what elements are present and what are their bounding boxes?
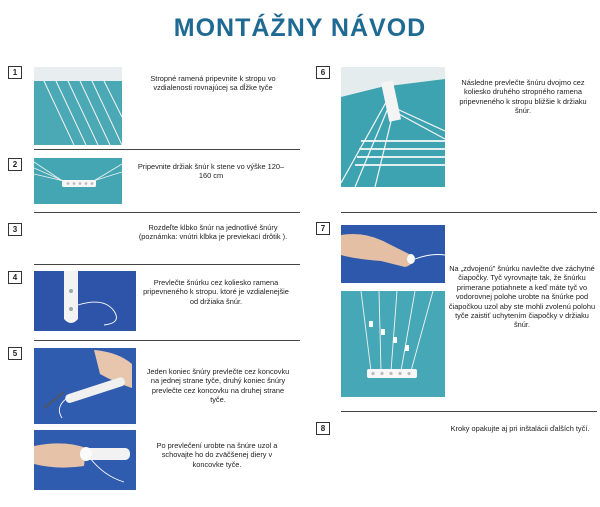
step-8-text: Kroky opakujte aj pri inštalácii ďalších tyčí. bbox=[450, 424, 590, 433]
step-2-photo bbox=[34, 158, 122, 204]
divider bbox=[34, 340, 300, 341]
step-2-text: Pripevnite držiak šnúr k stene vo výške 120–160 cm bbox=[137, 162, 285, 181]
step-1-photo bbox=[34, 67, 122, 145]
step-7-photo-b bbox=[341, 291, 445, 397]
divider bbox=[341, 411, 597, 412]
step-2-number: 2 bbox=[8, 158, 22, 171]
step-4-number: 4 bbox=[8, 271, 22, 284]
divider bbox=[341, 212, 597, 213]
step-5-text: Jeden koniec šnúry prevlečte cez koncovku na jednej strane tyče, druhý koniec šnúry prevlečte cez koncovku na druhej strane tyče. bbox=[146, 367, 290, 405]
divider bbox=[34, 212, 300, 213]
step-1-number: 1 bbox=[8, 66, 22, 79]
step-6-photo bbox=[341, 67, 445, 187]
divider bbox=[34, 149, 300, 150]
page-title: MONTÁŽNY NÁVOD bbox=[173, 14, 427, 42]
step-5-photo-b bbox=[34, 430, 136, 490]
step-3-number: 3 bbox=[8, 223, 22, 236]
step-5-number: 5 bbox=[8, 347, 22, 360]
step-6-number: 6 bbox=[316, 66, 330, 79]
step-4-text: Prevlečte šnúrku cez koliesko ramena pripevneného k stropu. ktoré je vzdialenejšie od držiaka šnúr. bbox=[143, 278, 289, 306]
divider bbox=[34, 264, 300, 265]
step-1-text: Stropné ramená pripevnite k stropu vo vzdialenosti rovnajúcej sa dĺžke tyče bbox=[150, 74, 276, 93]
step-3-text: Rozdeľte klbko šnúr na jednotlivé šnúry (poznámka: vnútri klbka je previekací drôtik ). bbox=[138, 223, 288, 242]
step-8-number: 8 bbox=[316, 422, 330, 435]
step-5-photo-a bbox=[34, 348, 136, 424]
step-5-text-2: Po prevlečení urobte na šnúre uzol a schovajte ho do zväčšenej diery v koncovke tyče. bbox=[156, 441, 278, 469]
step-7-photo-a bbox=[341, 225, 445, 283]
step-7-number: 7 bbox=[316, 222, 330, 235]
step-4-photo bbox=[34, 271, 136, 331]
step-7-text: Na „zdvojenú" šnúrku navlečte dve záchytné čiapočky. Tyč vyrovnajte tak, že šnúrku primerane potiahnete a keď máte tyč vo vodorovnej polohe urobte na šnúrke pod čiapočkou uzol aby ste mohli zvolenú polohu tyče zaistiť uchytením čiapočky v držiaku šnúr. bbox=[448, 264, 596, 330]
step-6-text: Následne prevlečte šnúru dvojmo cez koliesko druhého stropného ramena pripevneného k stropu bližšie k držiaku šnúr. bbox=[459, 78, 587, 116]
